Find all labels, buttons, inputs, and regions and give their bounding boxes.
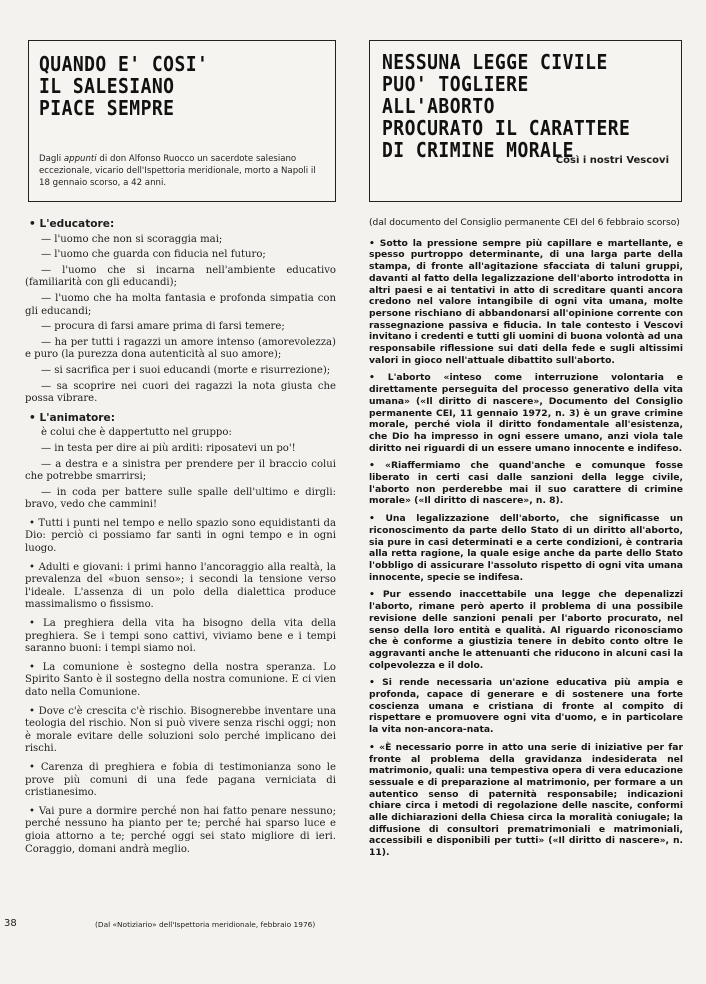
educatore-line: — ha per tutti i ragazzi un amore intenso (amorevolezza) e puro (la purezza dona autenticità al suo amore); xyxy=(25,336,336,361)
educatore-line: — sa scoprire nei cuori dei ragazzi la nota giusta che possa vibrare. xyxy=(25,380,336,405)
educatore-line: — l'uomo che guarda con fiducia nel futuro; xyxy=(41,249,266,261)
right-paragraph: • L'aborto «inteso come interruzione volontaria e direttamente perseguita del processo generativo della vita umana» («Il diritto di nascere», Documento del Consiglio permanente CEI, 11 gennaio 1972, n. 3) è un grave crimine morale, perché viola il diritto fondamentale all'esistenza, che Dio ha impresso in ogni essere umano, anzi viola tale diritto nei riguardi di un essere umano innocente e indifeso. xyxy=(369,372,683,454)
document-source: (dal documento del Consiglio permanente CEI del 6 febbraio scorso) xyxy=(369,218,680,228)
section-educatore-heading: • L'educatore: xyxy=(29,218,115,230)
left-footer-source: (Dal «Notiziario» dell'Ispettoria meridionale, febbraio 1976) xyxy=(95,920,316,929)
left-paragraph: • Dove c'è crescita c'è rischio. Bisognerebbe inventare una teologia del rischio. Non si può vivere senza rischi oggi; non è morale evitare delle soluzioni solo perché implicano dei rischi. xyxy=(25,705,336,755)
right-headline: NESSUNA LEGGE CIVILE PUO' TOGLIERE ALL'ABORTO PROCURATO IL CARATTERE DI CRIMINE MORALE xyxy=(382,50,631,162)
left-headline: QUANDO E' COSI' IL SALESIANO PIACE SEMPRE xyxy=(39,52,209,120)
right-paragraph: • Si rende necessaria un'azione educativa più ampia e profonda, capace di generare e di sostenere una forte coscienza umana e cristiana di fronte al compito di rispettare e promuovere ogni vita d'uomo, e in particolare la vita non-ancora-nata. xyxy=(369,677,683,736)
educatore-line: — si sacrifica per i suoi educandi (morte e risurrezione); xyxy=(41,364,331,376)
animatore-line: — a destra e a sinistra per prendere per il braccio colui che potrebbe smarrirsi; xyxy=(25,458,336,483)
left-paragraph: • La comunione è sostegno della nostra speranza. Lo Spirito Santo è il sostegno della nostra comunione. E ci vien dato nella Comunione. xyxy=(25,661,336,698)
educatore-line: — l'uomo che si incarna nell'ambiente educativo (familiarità con gli educandi); xyxy=(25,264,336,289)
educatore-line: — l'uomo che non si scoraggia mai; xyxy=(41,233,223,245)
animatore-line: è colui che è dappertutto nel gruppo: xyxy=(41,427,232,439)
left-intro xyxy=(39,153,329,189)
left-paragraph: • La preghiera della vita ha bisogno della vita della preghiera. Se i tempi sono cattivi, viviamo bene e i tempi saranno buoni: i tempi siamo noi. xyxy=(25,618,336,655)
right-paragraph: • Pur essendo inaccettabile una legge che depenalizzi l'aborto, rimane però aperto il problema di una possibile revisione delle sanzioni penali per l'aborto procurato, nel senso della loro entità e qualità. Al riguardo riconosciamo che è conforme a giustizia tenere in debito conto oltre le aggravanti anche le attenuanti che riducono in alcuni casi la colpevolezza e il dolo. xyxy=(369,589,684,671)
animatore-line: — in coda per battere sulle spalle dell'ultimo e dirgli: bravo, vedo che cammini! xyxy=(25,486,336,511)
left-paragraph: • Carenza di preghiera e fobia di testimonianza sono le prove più comuni di una fede pagana verniciata di cristianesimo. xyxy=(25,761,336,799)
animatore-line: — in testa per dire ai più arditi: riposatevi un po'! xyxy=(41,442,296,454)
intro-em: appunti xyxy=(63,154,97,164)
left-column xyxy=(25,212,336,859)
educatore-line: — procura di farsi amare prima di farsi temere; xyxy=(41,321,285,333)
right-byline: Così i nostri Vescovi xyxy=(555,155,669,166)
intro-post: di don Alfonso Ruocco un sacerdote salesiano eccezionale, vicario dell'Ispettoria meridionale, morto a Napoli il 18 gennaio scorso, a 42 anni. xyxy=(39,154,316,188)
section-animatore-heading: • L'animatore: xyxy=(29,411,115,424)
page-number: 38 xyxy=(4,918,17,929)
right-headline-box xyxy=(369,40,682,202)
educatore-line: — l'uomo che ha molta fantasia e profonda simpatia con gli educandi; xyxy=(25,292,336,317)
intro-pre: Dagli xyxy=(39,154,64,164)
right-paragraph: • Sotto la pressione sempre più capillare e martellante, e spesso purtroppo determinante, di una larga parte della stampa, di fronte all'agitazione sfacciata di taluni gruppi, davanti al fatto della legalizzazione dell'aborto introdotta in altri paesi e ai tentativi in atto di screditare quanti ancora credono nel valore intangibile di ogni vita umana, molte persone rischiano di abbandonarsi all'opinione corrente con rassegnazione passiva e fiducia. In tale contesto i Vescovi invitano i credenti e tutti gli uomini di buona volontà ad una responsabile riflessione sui dati della fede e sugli altissimi valori in gioco nell'attuale dibattito sull'aborto. xyxy=(369,237,683,366)
left-paragraph: • Vai pure a dormire perché non hai fatto penare nessuno; perché nessuno ha pianto per te; perché hai sparso luce e gioia attorno a te; perché oggi sei stato migliore di ieri. Coraggio, domani andrà meglio. xyxy=(25,805,336,855)
right-paragraph: • Una legalizzazione dell'aborto, che significasse un riconoscimento da parte dello Stato di un diritto all'aborto, sia pure in casi determinati e a certe condizioni, è contraria alla retta ragione, la quale esige anche da parte dello Stato l'obbligo di assicurare l'assoluto rispetto di ogni vita umana innocente, specie se indifesa. xyxy=(369,513,683,583)
right-column xyxy=(369,218,683,865)
left-paragraph: • Tutti i punti nel tempo e nello spazio sono equidistanti da Dio: perciò ci possiamo far santi in ogni tempo e in ogni luogo. xyxy=(25,517,336,555)
right-paragraph: • «È necessario porre in atto una serie di iniziative per far fronte al problema della gravidanza indesiderata nel matrimonio, quali: una tempestiva opera di vera educazione sessuale e di preparazione al matrimonio, per formare a un autentico senso di paternità responsabile; indicazioni chiare circa i metodi di regolazione delle nascite, conformi alle dichiarazioni della Chiesa circa la moralità coniugale; la diffusione di consultori prematrimoniali e matrimoniali, accessibili e disponibili per tutti» («Il diritto di nascere», n. 11). xyxy=(369,741,683,859)
right-paragraph: • «Riaffermiamo che quand'anche e comunque fosse liberato in certi casi dalle sanzioni della legge civile, l'aborto non perderebbe mai il suo carattere di crimine morale» («Il diritto di nascere», n. 8). xyxy=(369,460,683,507)
left-headline-box xyxy=(28,40,336,202)
left-paragraph: • Adulti e giovani: i primi hanno l'ancoraggio alla realtà, la prevalenza del «buon senso»; i secondi la tensione verso l'ideale. L'assenza di un polo della dialettica produce massimalismo o fissismo. xyxy=(25,561,336,611)
